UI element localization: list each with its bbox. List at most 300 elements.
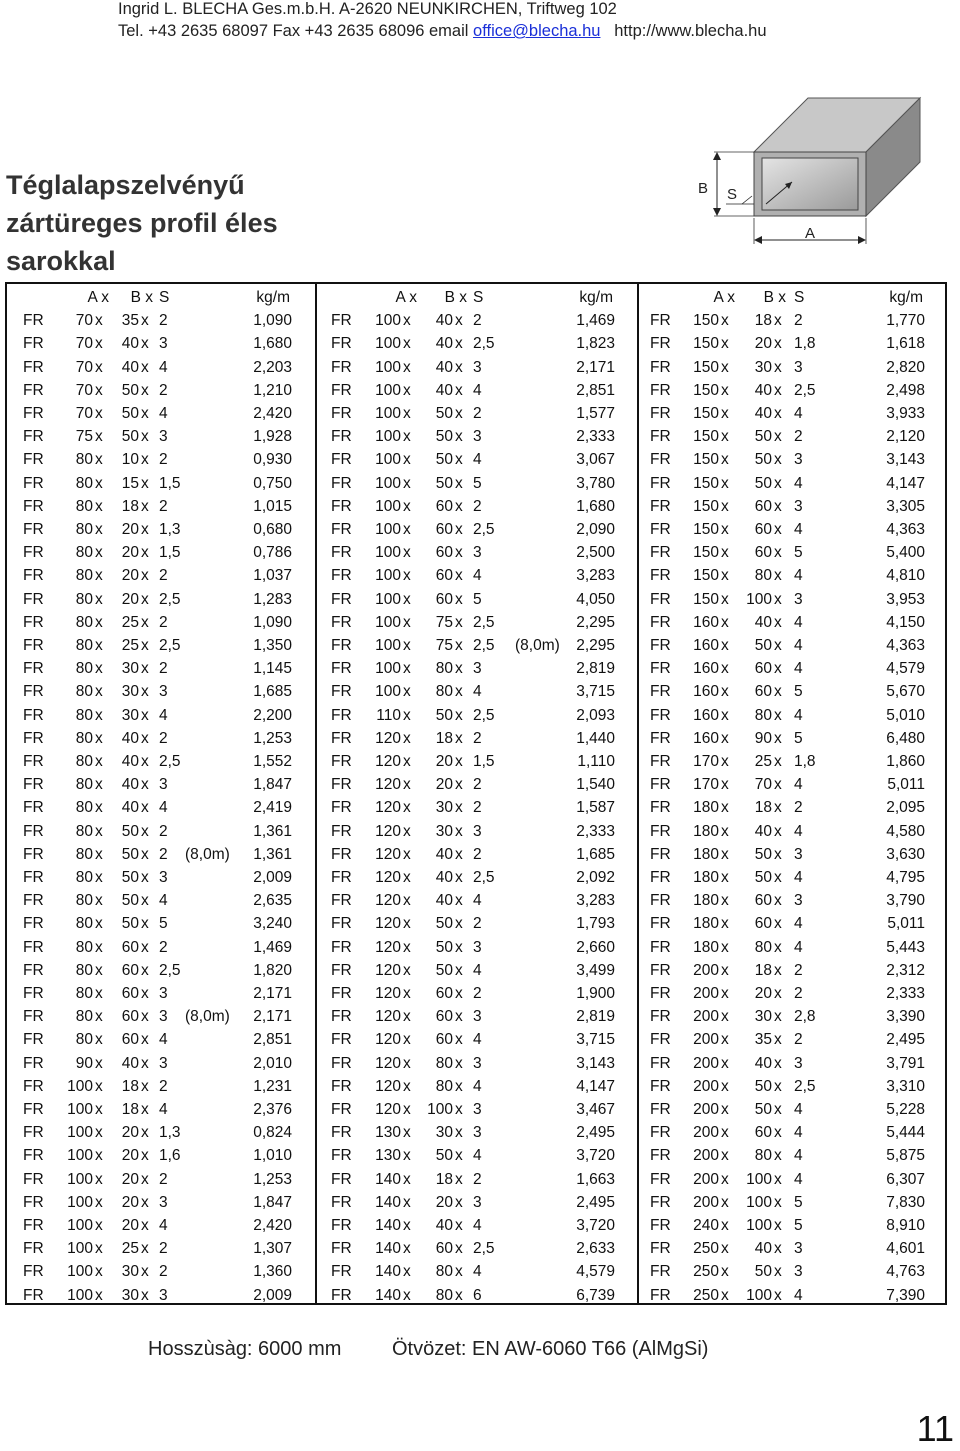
profile-code: FR <box>23 1147 44 1165</box>
weight-kg-per-m: 1,685 <box>576 845 615 863</box>
wall-thickness: 2 <box>159 451 168 469</box>
dimension-a: 150 <box>693 428 719 446</box>
times-sign: x <box>774 729 782 747</box>
table-row <box>639 1005 947 1028</box>
weight-kg-per-m: 1,469 <box>253 938 292 956</box>
table-column-1 <box>7 284 315 1303</box>
tube-hollow <box>762 158 858 210</box>
weight-kg-per-m: 5,400 <box>886 544 925 562</box>
email-link[interactable]: office@blecha.hu <box>473 22 601 40</box>
times-sign: x <box>141 544 149 562</box>
times-sign: x <box>455 637 463 654</box>
weight-kg-per-m: 1,307 <box>253 1240 292 1258</box>
profile-code: FR <box>650 660 671 678</box>
wall-thickness: 4 <box>794 776 803 794</box>
times-sign: x <box>774 590 782 608</box>
profile-code: FR <box>331 428 352 446</box>
dimension-a: 80 <box>75 590 93 608</box>
times-sign: x <box>95 706 103 724</box>
wall-thickness: 2,5 <box>159 637 181 654</box>
dimension-a: 120 <box>375 1008 401 1026</box>
dimension-a: 120 <box>375 938 401 956</box>
times-sign: x <box>141 497 149 515</box>
dimension-b: 20 <box>121 521 139 538</box>
times-sign: x <box>141 729 149 747</box>
times-sign: x <box>141 312 149 330</box>
dimension-b: 60 <box>435 521 453 538</box>
weight-kg-per-m: 1,587 <box>576 799 615 817</box>
dimension-b: 80 <box>435 1286 453 1304</box>
times-sign: x <box>774 1240 782 1258</box>
dimension-b: 40 <box>754 405 772 422</box>
dimension-a: 150 <box>693 567 719 585</box>
weight-kg-per-m: 2,333 <box>886 985 925 1002</box>
contact-prefix: Tel. +43 2635 68097 Fax +43 2635 68096 email <box>118 22 474 40</box>
profile-code: FR <box>650 985 671 1002</box>
table-row <box>317 866 639 889</box>
wall-thickness: 2 <box>159 1240 168 1258</box>
profile-code: FR <box>331 915 352 933</box>
times-sign: x <box>721 358 729 376</box>
times-sign: x <box>95 845 103 863</box>
dimension-b: 40 <box>435 381 453 399</box>
times-sign: x <box>455 1031 463 1049</box>
weight-kg-per-m: 2,376 <box>253 1101 292 1118</box>
times-sign: x <box>721 1077 729 1095</box>
dimension-b: 30 <box>121 1263 139 1281</box>
profile-code: FR <box>23 799 44 817</box>
times-sign: x <box>95 729 103 747</box>
weight-kg-per-m: 4,810 <box>886 567 925 585</box>
weight-kg-per-m: 3,310 <box>886 1077 925 1095</box>
times-sign: x <box>455 660 463 678</box>
dimension-b: 18 <box>121 1077 139 1095</box>
dimension-a: 150 <box>693 405 719 422</box>
profile-code: FR <box>23 1217 44 1234</box>
profile-code: FR <box>331 613 352 631</box>
profile-code: FR <box>650 451 671 469</box>
times-sign: x <box>95 1031 103 1049</box>
dimension-b: 40 <box>121 358 139 376</box>
dimension-b: 80 <box>435 1077 453 1095</box>
weight-kg-per-m: 4,763 <box>886 1263 925 1281</box>
profile-code: FR <box>650 1263 671 1281</box>
dimension-b: 40 <box>121 335 139 353</box>
profile-code: FR <box>331 521 352 538</box>
times-sign: x <box>141 706 149 724</box>
profile-code: FR <box>23 892 44 910</box>
table-column-2 <box>315 284 639 1303</box>
table-row <box>317 936 639 959</box>
profile-code: FR <box>650 869 671 886</box>
dimension-b: 30 <box>435 799 453 817</box>
profile-code: FR <box>23 822 44 840</box>
table-row <box>317 1121 639 1144</box>
profile-code: FR <box>23 985 44 1002</box>
table-row <box>317 750 639 773</box>
dimension-a: 240 <box>693 1217 719 1234</box>
weight-kg-per-m: 1,015 <box>253 497 292 515</box>
dimension-b: 50 <box>754 1101 772 1118</box>
times-sign: x <box>403 312 411 330</box>
times-sign: x <box>403 1101 411 1118</box>
dimension-b: 40 <box>435 358 453 376</box>
dimension-b: 80 <box>435 1054 453 1072</box>
wall-thickness: 2 <box>473 985 482 1002</box>
times-sign: x <box>455 961 463 979</box>
dimension-a: 150 <box>693 335 719 353</box>
dimension-b: 60 <box>435 544 453 562</box>
table-row <box>639 309 947 332</box>
profile-code: FR <box>650 1031 671 1049</box>
wall-thickness: 1,8 <box>794 335 816 353</box>
table-row <box>7 889 315 912</box>
table-row <box>639 1168 947 1191</box>
dimension-a: 100 <box>375 381 401 399</box>
title-line-3: sarokkal <box>6 246 116 276</box>
weight-kg-per-m: 1,090 <box>253 312 292 330</box>
profile-code: FR <box>23 428 44 446</box>
label-s: S <box>727 186 738 203</box>
profile-code: FR <box>650 1193 671 1211</box>
weight-kg-per-m: 4,579 <box>886 660 925 678</box>
wall-thickness: 4 <box>473 961 482 979</box>
dimension-b: 50 <box>121 405 139 422</box>
profile-code: FR <box>331 497 352 515</box>
times-sign: x <box>95 358 103 376</box>
dimension-b: 50 <box>754 1263 772 1281</box>
table-row <box>7 843 315 866</box>
times-sign: x <box>403 1147 411 1165</box>
header-s: S <box>473 289 484 306</box>
dimension-b: 40 <box>121 799 139 817</box>
dimension-a: 250 <box>693 1240 719 1258</box>
weight-kg-per-m: 1,037 <box>253 567 292 585</box>
wall-thickness: 5 <box>794 1217 803 1234</box>
profile-code: FR <box>650 1147 671 1165</box>
table-row <box>7 1052 315 1075</box>
dimension-b: 40 <box>435 1217 453 1234</box>
times-sign: x <box>774 660 782 678</box>
times-sign: x <box>95 613 103 631</box>
dimension-b: 80 <box>754 567 772 585</box>
length-note: (8,0m) <box>185 1008 230 1026</box>
header-bx: B x <box>130 289 153 306</box>
dimension-a: 100 <box>375 312 401 330</box>
times-sign: x <box>403 1170 411 1188</box>
dimension-b: 60 <box>435 1008 453 1026</box>
dimension-b: 100 <box>746 1286 772 1304</box>
dimension-b: 60 <box>754 660 772 678</box>
dimension-a: 80 <box>75 660 93 678</box>
profile-code: FR <box>331 1124 352 1142</box>
wall-thickness: 4 <box>794 1101 803 1118</box>
wall-thickness: 2 <box>473 405 482 422</box>
dimension-a: 100 <box>375 544 401 562</box>
weight-kg-per-m: 4,363 <box>886 521 925 538</box>
times-sign: x <box>774 428 782 446</box>
times-sign: x <box>774 544 782 562</box>
times-sign: x <box>774 1008 782 1026</box>
dimension-a: 75 <box>75 428 93 446</box>
times-sign: x <box>141 869 149 886</box>
wall-thickness: 2,5 <box>473 869 495 886</box>
times-sign: x <box>774 1170 782 1188</box>
weight-kg-per-m: 1,361 <box>253 822 292 840</box>
dimension-b: 50 <box>435 405 453 422</box>
times-sign: x <box>403 381 411 399</box>
times-sign: x <box>721 938 729 956</box>
times-sign: x <box>455 474 463 492</box>
dimension-b: 30 <box>435 1124 453 1142</box>
dimension-b: 60 <box>754 544 772 562</box>
profile-code: FR <box>331 405 352 422</box>
times-sign: x <box>774 1217 782 1234</box>
times-sign: x <box>721 985 729 1002</box>
dimension-a: 100 <box>375 428 401 446</box>
wall-thickness: 2 <box>159 1077 168 1095</box>
weight-kg-per-m: 2,312 <box>886 961 925 979</box>
table-row <box>7 402 315 425</box>
times-sign: x <box>721 961 729 979</box>
profile-code: FR <box>23 497 44 515</box>
dimension-a: 150 <box>693 474 719 492</box>
times-sign: x <box>455 590 463 608</box>
times-sign: x <box>721 1263 729 1281</box>
table-row <box>317 1098 639 1121</box>
dimension-a: 120 <box>375 961 401 979</box>
times-sign: x <box>721 405 729 422</box>
table-row <box>639 495 947 518</box>
dimension-a: 80 <box>75 637 93 654</box>
times-sign: x <box>403 1193 411 1211</box>
profile-code: FR <box>23 1054 44 1072</box>
table-row <box>317 309 639 332</box>
table-row <box>317 820 639 843</box>
website-text: http://www.blecha.hu <box>614 22 767 40</box>
profile-code: FR <box>331 1170 352 1188</box>
weight-kg-per-m: 5,670 <box>886 683 925 701</box>
table-row <box>317 588 639 611</box>
profile-code: FR <box>23 1170 44 1188</box>
wall-thickness: 4 <box>473 1147 482 1165</box>
dimension-a: 100 <box>375 613 401 631</box>
wall-thickness: 4 <box>159 1217 168 1234</box>
table-row <box>317 518 639 541</box>
dimension-b: 20 <box>121 544 139 562</box>
wall-thickness: 3 <box>473 660 482 678</box>
table-row <box>317 634 639 657</box>
times-sign: x <box>774 961 782 979</box>
weight-kg-per-m: 2,090 <box>576 521 615 538</box>
table-row <box>639 356 947 379</box>
profile-code: FR <box>650 845 671 863</box>
table-row <box>639 332 947 355</box>
profile-code: FR <box>650 1240 671 1258</box>
table-row <box>639 634 947 657</box>
times-sign: x <box>721 1170 729 1188</box>
times-sign: x <box>721 845 729 863</box>
times-sign: x <box>95 312 103 330</box>
dimension-b: 30 <box>121 660 139 678</box>
times-sign: x <box>403 637 411 654</box>
dimension-a: 120 <box>375 1031 401 1049</box>
times-sign: x <box>774 637 782 654</box>
weight-kg-per-m: 1,770 <box>886 312 925 330</box>
dimension-b: 60 <box>121 938 139 956</box>
weight-kg-per-m: 1,440 <box>576 729 615 747</box>
dimension-a: 200 <box>693 1193 719 1211</box>
dimension-a: 120 <box>375 845 401 863</box>
times-sign: x <box>95 1240 103 1258</box>
weight-kg-per-m: 1,577 <box>576 405 615 422</box>
dimension-a: 170 <box>693 753 719 770</box>
profile-code: FR <box>650 1101 671 1118</box>
times-sign: x <box>721 637 729 654</box>
dimension-a: 70 <box>75 381 93 399</box>
profile-code: FR <box>650 1077 671 1095</box>
dimension-b: 80 <box>435 660 453 678</box>
table-row <box>7 564 315 587</box>
dimension-a: 100 <box>375 590 401 608</box>
times-sign: x <box>403 428 411 446</box>
times-sign: x <box>141 428 149 446</box>
wall-thickness: 3 <box>473 544 482 562</box>
wall-thickness: 4 <box>794 706 803 724</box>
profile-code: FR <box>331 637 352 654</box>
table-row <box>639 680 947 703</box>
table-row <box>7 1028 315 1051</box>
dimension-a: 200 <box>693 1170 719 1188</box>
times-sign: x <box>774 869 782 886</box>
dimension-b: 50 <box>435 961 453 979</box>
times-sign: x <box>774 567 782 585</box>
profile-code: FR <box>650 799 671 817</box>
wall-thickness: 4 <box>794 637 803 654</box>
table-row <box>317 912 639 935</box>
table-row <box>317 332 639 355</box>
profile-code: FR <box>650 567 671 585</box>
weight-kg-per-m: 2,498 <box>886 381 925 399</box>
table-row <box>7 425 315 448</box>
dimension-a: 80 <box>75 729 93 747</box>
profile-code: FR <box>23 521 44 538</box>
dimension-b: 100 <box>427 1101 453 1118</box>
wall-thickness: 2 <box>159 938 168 956</box>
wall-thickness: 2 <box>159 1263 168 1281</box>
times-sign: x <box>403 892 411 910</box>
table-row <box>639 564 947 587</box>
weight-kg-per-m: 1,820 <box>253 961 292 979</box>
times-sign: x <box>721 312 729 330</box>
weight-kg-per-m: 2,660 <box>576 938 615 956</box>
dimension-b: 30 <box>121 1286 139 1304</box>
dimension-b: 100 <box>746 1193 772 1211</box>
table-row <box>317 611 639 634</box>
times-sign: x <box>455 312 463 330</box>
times-sign: x <box>721 381 729 399</box>
alloy-note: Ötvözet: EN AW-6060 T66 (AlMgSi) <box>392 1338 709 1360</box>
wall-thickness: 3 <box>159 869 168 886</box>
table-row <box>639 889 947 912</box>
weight-kg-per-m: 0,786 <box>253 544 292 562</box>
profile-code: FR <box>23 845 44 863</box>
profile-code: FR <box>650 428 671 446</box>
weight-kg-per-m: 1,680 <box>576 497 615 515</box>
dimension-a: 160 <box>693 683 719 701</box>
profile-code: FR <box>331 1054 352 1072</box>
table-header-row <box>7 286 315 309</box>
profile-code: FR <box>650 753 671 770</box>
weight-kg-per-m: 1,793 <box>576 915 615 933</box>
times-sign: x <box>721 428 729 446</box>
dimension-b: 80 <box>754 1147 772 1165</box>
times-sign: x <box>774 1147 782 1165</box>
profile-code: FR <box>23 915 44 933</box>
times-sign: x <box>95 1008 103 1026</box>
times-sign: x <box>95 1147 103 1165</box>
wall-thickness: 4 <box>794 1147 803 1165</box>
times-sign: x <box>455 845 463 863</box>
times-sign: x <box>774 845 782 863</box>
wall-thickness: 3 <box>473 1124 482 1142</box>
times-sign: x <box>95 1124 103 1142</box>
dimension-a: 80 <box>75 915 93 933</box>
dimension-a: 80 <box>75 892 93 910</box>
times-sign: x <box>721 1240 729 1258</box>
wall-thickness: 2 <box>473 1170 482 1188</box>
times-sign: x <box>95 961 103 979</box>
wall-thickness: 1,5 <box>159 544 181 562</box>
times-sign: x <box>403 474 411 492</box>
times-sign: x <box>95 660 103 678</box>
times-sign: x <box>403 405 411 422</box>
dimension-a: 100 <box>375 683 401 701</box>
profile-code: FR <box>23 961 44 979</box>
wall-thickness: 3 <box>159 985 168 1002</box>
dimension-b: 20 <box>121 567 139 585</box>
times-sign: x <box>403 660 411 678</box>
weight-kg-per-m: 2,420 <box>253 1217 292 1234</box>
weight-kg-per-m: 3,715 <box>576 683 615 701</box>
wall-thickness: 4 <box>159 1031 168 1049</box>
times-sign: x <box>774 892 782 910</box>
times-sign: x <box>721 544 729 562</box>
table-row <box>639 982 947 1005</box>
dimension-a: 80 <box>75 753 93 770</box>
profile-code: FR <box>650 729 671 747</box>
wall-thickness: 2,5 <box>159 590 181 608</box>
times-sign: x <box>95 381 103 399</box>
length-note: (8,0m) <box>515 637 560 654</box>
table-row <box>639 843 947 866</box>
profile-code: FR <box>23 776 44 794</box>
times-sign: x <box>141 938 149 956</box>
dimension-b: 30 <box>754 358 772 376</box>
profile-code: FR <box>650 1170 671 1188</box>
table-row <box>639 1144 947 1167</box>
profile-code: FR <box>650 358 671 376</box>
table-row <box>7 634 315 657</box>
weight-kg-per-m: 6,307 <box>886 1170 925 1188</box>
header-s: S <box>159 289 170 306</box>
weight-kg-per-m: 2,295 <box>576 637 615 654</box>
dimension-a: 100 <box>375 497 401 515</box>
times-sign: x <box>95 753 103 770</box>
weight-kg-per-m: 3,499 <box>576 961 615 979</box>
times-sign: x <box>721 521 729 538</box>
profile-code: FR <box>331 683 352 701</box>
